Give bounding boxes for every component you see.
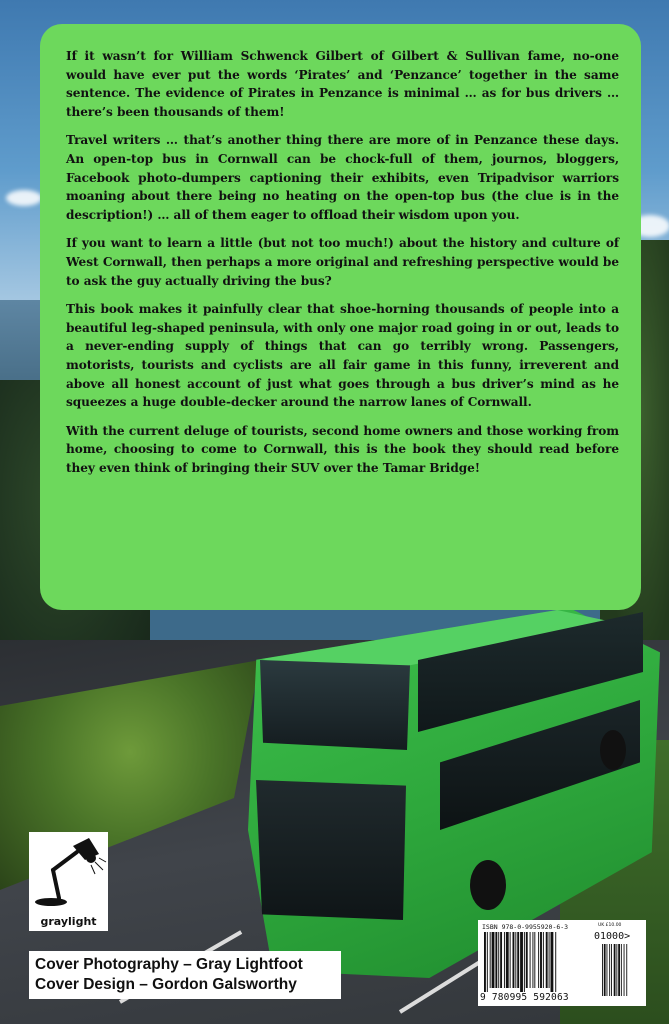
publisher-logo: [29, 832, 108, 931]
price-code-digits: 01000: [594, 931, 625, 942]
cover-credits: [29, 951, 341, 999]
barcode-bar: [495, 932, 497, 988]
barcode-addon-bar: [611, 944, 612, 996]
design-credit: Cover Design – Gordon Galsworthy: [35, 976, 297, 993]
barcode-bar: [492, 932, 495, 988]
cloud: [6, 190, 42, 206]
isbn-label: ISBN 978-0-9955920-6-3: [482, 923, 569, 931]
back-cover-blurb: [40, 24, 641, 610]
barcode-bar: [530, 932, 531, 988]
barcode-addon-bar: [621, 944, 622, 996]
barcode-addon-bar: [604, 944, 606, 996]
barcode-bar: [500, 932, 502, 988]
bus-wheel: [600, 730, 626, 770]
barcode-addon-bar: [602, 944, 603, 996]
barcode-addon-bar: [616, 944, 617, 996]
publisher-name: graylight: [40, 915, 97, 928]
barcode-addon-bar: [618, 944, 620, 996]
barcode-addon-bar: [624, 944, 625, 996]
barcode-addon-bar: [609, 944, 610, 996]
barcode-addon-bar: [626, 944, 627, 996]
barcode-bar: [517, 932, 519, 988]
price-label: UK £10.00: [598, 923, 622, 928]
blurb-paragraph: With the current deluge of tourists, second home owners and those working from home, choosing to come to Cornwall, this is the book they should read before they even think of bringing their SUV over the Tamar Bridge!: [66, 423, 619, 475]
barcode-digits: 9 780995 592063: [480, 992, 569, 1003]
bus-upper-windscreen: [260, 660, 410, 750]
barcode-bar: [540, 932, 542, 988]
blurb-paragraph: If you want to learn a little (but not too much!) about the history and culture of West Cornwall, then perhaps a more original and refreshing perspective would be to ask the guy actually driving the bus?: [66, 236, 619, 288]
barcode-bar: [498, 932, 499, 988]
desk-lamp-icon: [29, 832, 108, 912]
barcode-bar: [546, 932, 548, 988]
barcode-bar: [534, 932, 535, 988]
barcode-bar: [549, 932, 550, 988]
barcode-bar: [484, 932, 486, 992]
barcode-bar: [487, 932, 488, 992]
barcode-bar: [532, 932, 533, 988]
barcode-bar: [515, 932, 516, 988]
barcode-bar: [504, 932, 505, 988]
barcode-bar: [520, 932, 523, 992]
bus-lower-windscreen: [256, 780, 406, 920]
barcode-addon-bar: [607, 944, 608, 996]
photography-credit: Cover Photography – Gray Lightfoot: [35, 956, 303, 973]
barcode-bar: [526, 932, 528, 988]
barcode-bar: [506, 932, 509, 988]
barcode-bar: [490, 932, 491, 988]
blurb-paragraph: Travel writers … that’s another thing there are more of in Penzance these days. An open-top bus in Cornwall can be chock-full of them, journos, bloggers, Facebook photo-dumpers captioning their exhibits, even Tripadvisor warriors moaning about there being no heating on the open-top bus (the clue is in the description!) … all of them eager to offload their wisdom upon you.: [66, 133, 619, 222]
price-code-arrow: >: [624, 931, 631, 942]
barcode-bar: [513, 932, 515, 988]
barcode-bar: [510, 932, 511, 988]
barcode-bar: [538, 932, 539, 988]
barcode-addon-bar: [614, 944, 616, 996]
barcode-bar: [555, 932, 556, 992]
isbn-barcode: [478, 920, 646, 1006]
blurb-paragraph: This book makes it painfully clear that shoe-horning thousands of people into a beautiful leg-shaped peninsula, with only one major road going in or out, leads to a never-ending supply of things that can go terribly wrong. Passengers, motorists, tourists and cyclists are all fair game in this funny, irreverent and above all honest account of just what goes through a bus driver’s mind as he squeezes a huge double-decker around the narrow lanes of Cornwall.: [66, 302, 619, 410]
barcode-bar: [524, 932, 525, 992]
bus-wheel: [470, 860, 506, 910]
barcode-bar: [551, 932, 554, 992]
barcode-bar: [543, 932, 544, 988]
blurb-paragraph: If it wasn’t for William Schwenck Gilbert of Gilbert & Sullivan fame, no-one would have ever put the words ‘Pirates’ and ‘Penzance’ together in the same sentence. The evidence of Pirates in Penzance is minimal … as for bus drivers … there’s been thousands of them!: [66, 49, 619, 119]
